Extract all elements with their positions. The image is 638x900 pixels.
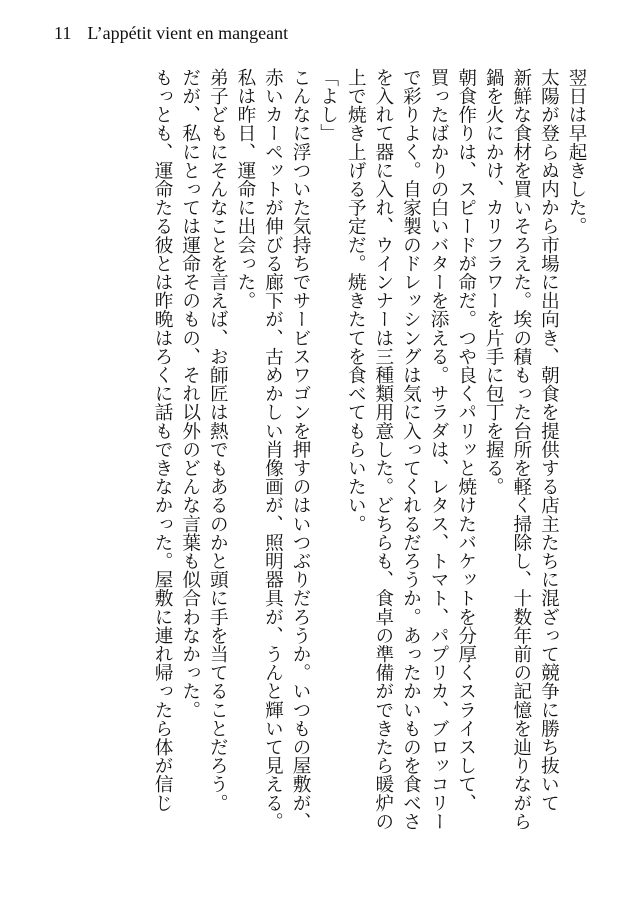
text-line: 翌日は早起きした。 bbox=[566, 68, 587, 236]
text-line: を入れて器に入れ、ウインナーは三種類用意した。どちらも、食卓の準備ができたら暖炉の bbox=[372, 68, 394, 831]
text-line: 「よし」 bbox=[317, 68, 339, 143]
text-line: 買ったばかりの白いバターを添える。サラダは、レタス、トマト、パプリカ、ブロッコリー bbox=[428, 68, 450, 831]
text-line: 太陽が登らぬ内から市場に出向き、朝食を提供する店主たちに混ざって競争に勝ち抜いて bbox=[538, 68, 560, 812]
vertical-body-text bbox=[90, 68, 590, 848]
text-line: 新鮮な食材を買いそろえた。埃の積もった台所を軽く掃除し、十数年前の記憶を辿りながら bbox=[510, 68, 532, 831]
text-line: だが、私にとっては運命そのもの、それ以外のどんな言葉も似合わなかった。 bbox=[179, 68, 201, 719]
running-header bbox=[54, 22, 288, 44]
text-line: 私は昨日、運命に出会った。 bbox=[234, 68, 256, 310]
text-line: 上で焼き上げる予定だ。焼きたてを食べてもらいたい。 bbox=[345, 68, 367, 533]
text-line: 朝食作りは、スピードが命だ。つや良くパリッと焼けたバケットを分厚くスライスして、 bbox=[455, 68, 477, 812]
page-number: 11 bbox=[54, 23, 72, 43]
text-line: もっとも、運命たる彼とは昨晩はろくに話もできなかった。屋敷に連れ帰ったら体が信じ bbox=[152, 68, 174, 812]
text-line: で彩りよく。自家製のドレッシングは気に入ってくれるだろうか。あったかいものを食べさ bbox=[400, 68, 422, 831]
text-line: 弟子どもにそんなことを言えば、お師匠は熱でもあるのかと頭に手を当てることだろう。 bbox=[207, 68, 229, 812]
text-line: 赤いカーペットが伸びる廊下が、古めかしい肖像画が、照明器具が、うんと輝いて見える。 bbox=[262, 68, 284, 831]
text-line: こんなに浮ついた気持ちでサービスワゴンを押すのはいつぶりだろうか。いつもの屋敷が、 bbox=[290, 68, 312, 831]
text-line: 鍋を火にかけ、カリフラワーを片手に包丁を握る。 bbox=[483, 68, 505, 496]
book-title: L’appétit vient en mangeant bbox=[87, 23, 289, 43]
